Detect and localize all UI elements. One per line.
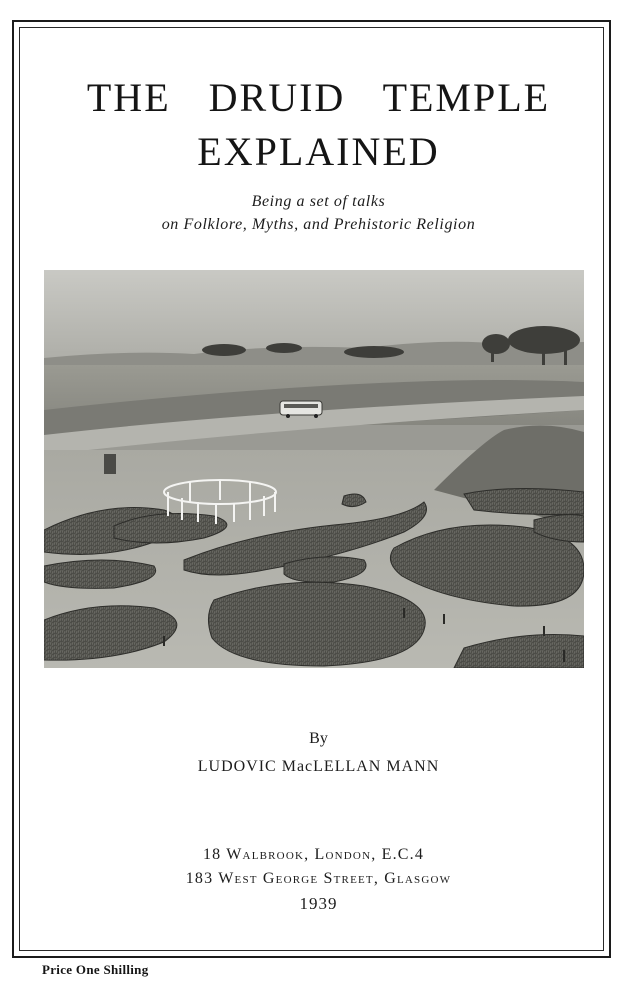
- by-label: By: [309, 730, 328, 747]
- title-line-1: THE DRUID TEMPLE: [86, 75, 551, 120]
- address-glasgow: 183 West George Street, Glasgow: [185, 870, 452, 887]
- price-label: Price One Shilling: [42, 962, 149, 977]
- photo-illustration: [44, 270, 584, 668]
- cover-photograph: [44, 270, 584, 668]
- bus: [280, 401, 322, 418]
- publication-year: 1939: [299, 894, 338, 913]
- address-london: 18 Walbrook, London, E.C.4: [202, 846, 425, 863]
- title-line-2: EXPLAINED: [197, 129, 440, 174]
- subtitle-line-1: Being a set of talks: [251, 193, 386, 210]
- author-name: LUDOVIC MacLELLAN MANN: [197, 758, 440, 775]
- subtitle-line-2: on Folklore, Myths, and Prehistoric Religion: [161, 216, 476, 233]
- marker-post: [104, 454, 116, 474]
